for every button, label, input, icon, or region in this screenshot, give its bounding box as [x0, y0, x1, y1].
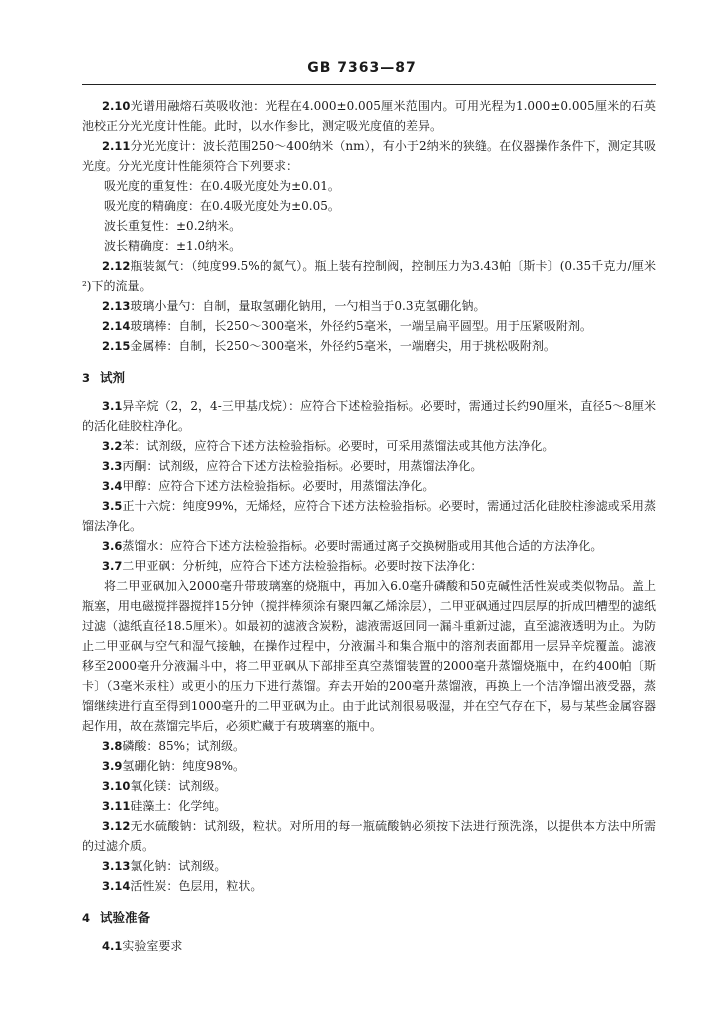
clause-text: 活性炭：色层用，粒状。	[130, 879, 263, 893]
clause-number: 2.14	[102, 319, 131, 333]
section-number: 3	[82, 371, 91, 385]
clause-paragraph	[82, 876, 656, 896]
requirement-line: 波长重复性：±0.2纳米。	[104, 219, 242, 233]
clause-text: 硅藻土：化学纯。	[130, 799, 227, 813]
clause-text: 正十六烷：纯度99%，无烯烃，应符合下述方法检验指标。必要时，需通过活化硅胶柱渗滤或采用蒸馏法净化。	[82, 499, 656, 533]
clause-text: 苯：试剂级，应符合下述方法检验指标。必要时，可采用蒸馏法或其他方法净化。	[122, 439, 555, 453]
clause-paragraph	[82, 736, 656, 756]
clause-text: 光谱用融熔石英吸收池：光程在4.000±0.005厘米范围内。可用光程为1.000±0.005厘米的石英池校正分光光度计性能。此时，以水作参比，测定吸光度值的差异。	[82, 99, 656, 133]
requirement-line: 波长精确度：±1.0纳米。	[104, 239, 242, 253]
clause-text: 瓶装氮气：（纯度99.5%的氮气）。瓶上装有控制阀，控制压力为3.43帕〔斯卡〕(0.35千克力/厘米²)下的流量。	[82, 259, 656, 293]
section-heading	[82, 908, 656, 928]
clause-text: 玻璃棒：自制，长250～300毫米，外径约5毫米，一端呈扁平圆型。用于压紧吸附剂。	[130, 319, 592, 333]
clause-paragraph	[82, 776, 656, 796]
requirement-line: 吸光度的重复性：在0.4吸光度处为±0.01。	[104, 179, 340, 193]
section-title: 试验准备	[100, 910, 151, 925]
clause-text: 氢硼化钠：纯度98%。	[122, 759, 246, 773]
clause-paragraph	[82, 856, 656, 876]
clause-paragraph	[82, 256, 656, 296]
clause-paragraph	[82, 556, 656, 576]
clause-number: 3.9	[102, 759, 123, 773]
requirement-line: 吸光度的精确度：在0.4吸光度处为±0.05。	[104, 199, 340, 213]
clause-number: 2.13	[102, 299, 131, 313]
clause-text: 分光光度计：波长范围250～400纳米（nm），有小于2纳米的狭缝。在仪器操作条件下，测定其吸光度。分光光度计性能须符合下列要求：	[82, 139, 656, 173]
clause-number: 3.3	[102, 459, 123, 473]
clause-paragraph	[82, 136, 656, 176]
clause-paragraph	[82, 316, 656, 336]
clause-text: 金属棒：自制，长250～300毫米，外径约5毫米，一端磨尖，用于挑松吸附剂。	[130, 339, 556, 353]
section-heading	[82, 368, 656, 388]
clause-number: 2.15	[102, 339, 131, 353]
clause-text: 氧化镁：试剂级。	[130, 779, 227, 793]
clause-paragraph	[82, 936, 656, 956]
clause-paragraph	[82, 496, 656, 536]
clause-paragraph	[82, 336, 656, 356]
clause-text: 实验室要求	[122, 939, 183, 953]
clause-text: 异辛烷（2，2，4-三甲基戊烷）：应符合下述检验指标。必要时，需通过长约90厘米，直径5～8厘米的活化硅胶柱净化。	[82, 399, 656, 433]
clause-text: 甲醇：应符合下述方法检验指标。必要时，用蒸馏法净化。	[122, 479, 435, 493]
clause-number: 3.2	[102, 439, 123, 453]
clause-text: 磷酸：85%；试剂级。	[122, 739, 246, 753]
clause-paragraph	[82, 96, 656, 136]
clause-number: 3.1	[102, 399, 123, 413]
clause-number: 3.4	[102, 479, 123, 493]
clause-number: 3.7	[102, 559, 123, 573]
clause-text: 无水硫酸钠：试剂级，粒状。对所用的每一瓶硫酸钠必须按下法进行预洗涤，以提供本方法中所需的过滤介质。	[82, 819, 656, 853]
clause-paragraph	[82, 536, 656, 556]
clause-text: 蒸馏水：应符合下述方法检验指标。必要时需通过离子交换树脂或用其他合适的方法净化。	[122, 539, 603, 553]
clause-number: 4.1	[102, 939, 123, 953]
clause-text: 丙酮：试剂级，应符合下述方法检验指标。必要时，用蒸馏法净化。	[122, 459, 483, 473]
section-title: 试剂	[100, 370, 126, 385]
clause-number: 3.10	[102, 779, 131, 793]
clause-number: 3.6	[102, 539, 123, 553]
clause-paragraph	[82, 816, 656, 856]
clause-number: 3.5	[102, 499, 123, 513]
clause-number: 3.14	[102, 879, 131, 893]
clause-number: 2.10	[102, 99, 131, 113]
clause-paragraph	[82, 756, 656, 776]
clause-number: 3.12	[102, 819, 131, 833]
clause-paragraph	[82, 796, 656, 816]
clause-text: 玻璃小量勺：自制，量取氢硼化钠用，一勺相当于0.3克氢硼化钠。	[130, 299, 486, 313]
clause-text: 氯化钠：试剂级。	[130, 859, 227, 873]
procedure-paragraph: 将二甲亚砜加入2000毫升带玻璃塞的烧瓶中，再加入6.0毫升磷酸和50克碱性活性炭或类似物品。盖上瓶塞，用电磁搅拌器搅拌15分钟（搅拌棒须涂有聚四氟乙烯涂层），二甲亚砜通过四层厚的折成凹槽型的滤纸过滤（滤纸直径18.5厘米）。如最初的滤液含炭粉，滤液需返回同一漏斗重新过滤，直至滤液透明为止。为防止二甲亚砜与空气和湿气接触，在操作过程中，分液漏斗和集合瓶中的溶剂表面都用一层异辛烷覆盖。滤液移至2000毫升分液漏斗中，将二甲亚砜从下部排至真空蒸馏装置的2000毫升蒸馏烧瓶中，在约400帕〔斯卡〕（3毫米汞柱）或更小的压力下进行蒸馏。弃去开始的200毫升蒸馏液，再换上一个洁净馏出液受器，蒸馏继续进行直至得到1000毫升的二甲亚砜为止。由于此试剂很易吸湿，并在空气存在下，易与某些金属容器起作用，故在蒸馏完毕后，必须贮藏于有玻璃塞的瓶中。	[82, 579, 656, 733]
section-number: 4	[82, 911, 91, 925]
clause-text: 二甲亚砜：分析纯，应符合下述方法检验指标。必要时按下法净化：	[122, 559, 483, 573]
header-rule	[82, 84, 656, 85]
clause-number: 3.13	[102, 859, 131, 873]
clause-number: 3.8	[102, 739, 123, 753]
clause-paragraph	[82, 396, 656, 436]
clause-paragraph	[82, 476, 656, 496]
clause-number: 2.12	[102, 259, 131, 273]
clause-number: 3.11	[102, 799, 131, 813]
clause-number: 2.11	[102, 139, 131, 153]
clause-paragraph	[82, 296, 656, 316]
clause-paragraph	[82, 456, 656, 476]
clause-paragraph	[82, 436, 656, 456]
standard-number-header: GB 7363—87	[307, 60, 417, 76]
document-body	[82, 96, 656, 956]
